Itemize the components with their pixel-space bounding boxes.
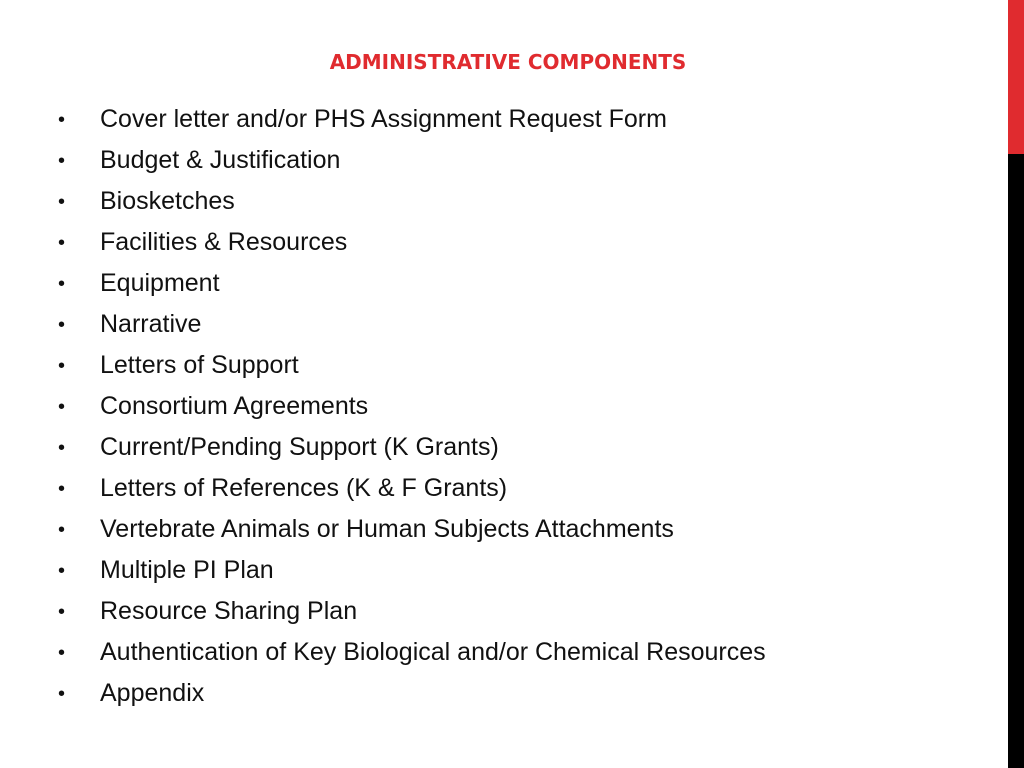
list-item xyxy=(58,468,766,509)
list-item xyxy=(58,263,766,304)
bullet-icon: • xyxy=(58,108,66,131)
bullet-icon: • xyxy=(58,395,66,418)
list-item-text: Letters of References (K & F Grants) xyxy=(100,474,508,502)
list-item-text: Current/Pending Support (K Grants) xyxy=(100,433,499,461)
list-item-text: Facilities & Resources xyxy=(100,228,348,256)
list-item xyxy=(58,591,766,632)
bullet-icon: • xyxy=(58,682,66,705)
list-item xyxy=(58,632,766,673)
list-item-text: Resource Sharing Plan xyxy=(100,597,358,625)
bullet-icon: • xyxy=(58,272,66,295)
list-item xyxy=(58,386,766,427)
bullet-icon: • xyxy=(58,190,66,213)
list-item-text: Cover letter and/or PHS Assignment Request Form xyxy=(100,105,667,133)
bullet-icon: • xyxy=(58,436,66,459)
list-item-text: Consortium Agreements xyxy=(100,392,369,420)
bullet-icon: • xyxy=(58,477,66,500)
list-item xyxy=(58,345,766,386)
bullet-icon: • xyxy=(58,641,66,664)
bullet-icon: • xyxy=(58,600,66,623)
list-item xyxy=(58,673,766,714)
list-item-text: Narrative xyxy=(100,310,202,338)
slide-title: ADMINISTRATIVE COMPONENTS xyxy=(329,50,687,74)
list-item xyxy=(58,509,766,550)
list-item xyxy=(58,550,766,591)
bullet-icon: • xyxy=(58,313,66,336)
bullet-icon: • xyxy=(58,231,66,254)
list-item-text: Authentication of Key Biological and/or Chemical Resources xyxy=(100,638,766,666)
list-item-text: Biosketches xyxy=(100,187,235,215)
list-item-text: Vertebrate Animals or Human Subjects Attachments xyxy=(100,515,674,543)
side-bar-accent-decoration xyxy=(1008,0,1024,154)
list-item xyxy=(58,222,766,263)
list-item-text: Appendix xyxy=(100,679,205,707)
list-item-text: Equipment xyxy=(100,269,220,297)
list-item xyxy=(58,181,766,222)
list-item-text: Budget & Justification xyxy=(100,146,341,174)
bullet-list xyxy=(58,99,766,714)
bullet-icon: • xyxy=(58,518,66,541)
bullet-icon: • xyxy=(58,149,66,172)
bullet-icon: • xyxy=(58,559,66,582)
list-item-text: Multiple PI Plan xyxy=(100,556,274,584)
list-item xyxy=(58,427,766,468)
bullet-icon: • xyxy=(58,354,66,377)
list-item xyxy=(58,140,766,181)
list-item xyxy=(58,99,766,140)
list-item-text: Letters of Support xyxy=(100,351,299,379)
list-item xyxy=(58,304,766,345)
